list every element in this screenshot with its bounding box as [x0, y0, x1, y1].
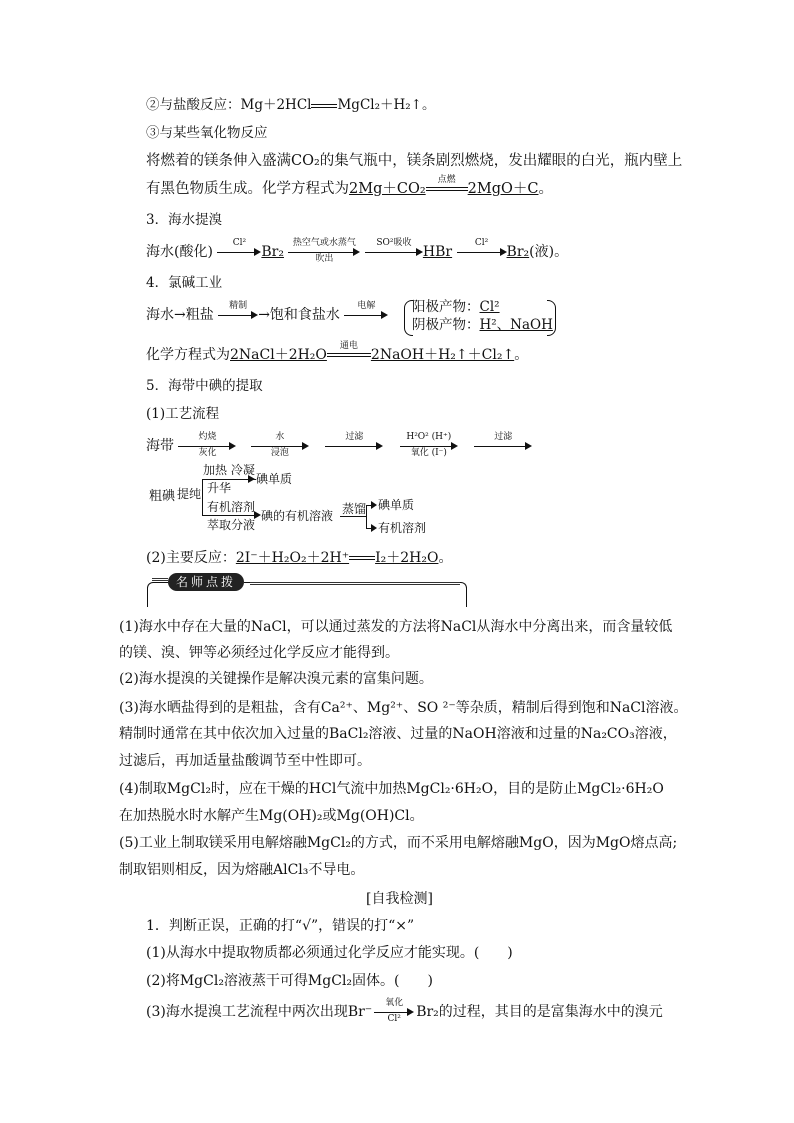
main-reaction-right: I₂＋2H₂O: [375, 550, 439, 566]
bromine-start: 海水(酸化): [146, 244, 213, 260]
chlor-alkali-flow: [146, 301, 388, 325]
eq-prefix: 有黑色物质生成。化学方程式为: [146, 181, 349, 197]
oxide-reaction-heading: ③与某些氧化物反应: [146, 125, 268, 141]
condition-electrify: 通电: [327, 345, 371, 365]
question-1: 1．判断正误，正确的打“√”，错误的打“×”: [146, 918, 415, 934]
arrow-filter-second: 过滤: [474, 436, 532, 456]
main-reaction-prefix: (2)主要反应：: [146, 550, 236, 566]
iodine-flow: [146, 432, 532, 458]
chlor-eq-right: 2NaOH＋H₂↑＋Cl₂↑: [370, 347, 515, 363]
cathode-label: 阴极产物：: [412, 317, 480, 333]
iodine-start: 海带: [146, 438, 174, 454]
note-line-5: 精制时通常在其中依次加入过量的BaCl₂溶液、过量的NaOH溶液和过量的Na₂CO₃溶液，: [119, 726, 677, 742]
note-line-6: 过滤后，再加适量盐酸调节至中性即可。: [119, 753, 371, 769]
tip-title: 名师点拨: [168, 573, 244, 591]
tip-deco-left: [152, 578, 168, 581]
arrow-soak: 水 浸泡: [251, 436, 309, 456]
q13-suffix: Br₂的过程，其目的是富集海水中的溴元: [416, 1004, 663, 1020]
self-check-title: [自我检测]: [366, 891, 433, 907]
mg-hcl-products: MgCl₂＋H₂↑。: [337, 97, 436, 113]
arrow-cl2-second: Cl²: [457, 242, 507, 262]
tree-branch-line: [202, 479, 203, 515]
q13-prefix: (3)海水提溴工艺流程中两次出现Br⁻: [146, 1004, 373, 1020]
note-line-3: (2)海水提溴的关键操作是解决溴元素的富集问题。: [119, 671, 433, 687]
bromine-flow: [146, 238, 569, 264]
question-1-2: (2)将MgCl₂溶液蒸干可得MgCl₂固体。( ): [146, 973, 433, 989]
tree-lower-arrowhead: [254, 511, 261, 519]
tree-res1: 碘单质: [378, 498, 415, 512]
chlor-alkali-equation: [146, 341, 529, 365]
bromine-br2: Br₂: [261, 244, 284, 260]
anode-products: [412, 298, 500, 316]
note-line-10: 制取铝则相反，因为熔融AlCl₃不导电。: [119, 862, 365, 878]
tree-lower-top: 有机溶剂: [207, 500, 256, 514]
tip-deco-right: [250, 582, 460, 585]
tree-distill-line: [340, 516, 366, 517]
tree-upper-top: 加热 冷凝: [203, 463, 255, 477]
note-line-2: 的镁、溴、钾等必须经过化学反应才能得到。: [119, 645, 399, 661]
tree-lower-bot: 萃取分液: [207, 518, 256, 532]
bromine-hbr: HBr: [422, 244, 453, 260]
cathode-value: H²、NaOH: [479, 317, 553, 333]
tree-purify: 提纯: [177, 487, 202, 501]
note-line-9: (5)工业上制取镁采用电解熔融MgCl₂的方式，而不采用电解熔融MgO，因为MgO熔点高;: [119, 835, 678, 851]
tree-distill: 蒸馏: [342, 502, 367, 516]
tree-root: 粗碘: [149, 489, 176, 504]
arrow-oxidize: H²O² (H⁺) 氧化 (I⁻): [400, 436, 458, 456]
question-1-1: (1)从海水中提取物质都必须通过化学反应才能实现。( ): [146, 945, 513, 961]
tree-lower-mid: 碘的有机溶液: [261, 509, 334, 523]
arrow-blow-out: 热空气或水蒸气 吹出: [288, 242, 360, 262]
equals-sign: [311, 96, 337, 116]
eq-end: 。: [538, 181, 553, 197]
condition-ignite: 点燃: [426, 179, 468, 199]
mg-co2-equation: [146, 175, 553, 199]
arrow-so2-absorb: SO²吸收: [365, 242, 423, 262]
chlor-eq-end: 。: [514, 347, 529, 363]
note-line-4: (3)海水晒盐得到的是粗盐，含有Ca²⁺、Mg²⁺、SO ²⁻等杂质，精制后得到饱和NaCl溶液。: [119, 700, 688, 716]
cathode-products: [412, 316, 553, 334]
tree-upper-bot: 升华: [207, 481, 232, 495]
anode-label: 阳极产物：: [412, 299, 480, 315]
main-reaction-equals: [349, 548, 375, 568]
eq-left: 2Mg＋CO₂: [349, 181, 426, 197]
note-line-1: (1)海水中存在大量的NaCl，可以通过蒸发的方法将NaCl从海水中分离出来，而含量较低: [119, 619, 673, 635]
tree-lower-line: [202, 515, 256, 516]
mg-hcl-reaction: [146, 95, 436, 116]
arrow-burn: 灼烧 灰化: [178, 436, 236, 456]
arrow-cl2: Cl²: [217, 242, 261, 262]
mg-co2-description: 将燃着的镁条伸入盛满CO₂的集气瓶中，镁条剧烈燃烧，发出耀眼的白光，瓶内壁上: [146, 153, 683, 169]
tree-upper-arrowhead: [248, 475, 255, 483]
note-line-7: (4)制取MgCl₂时，应在干燥的HCl气流中加热MgCl₂·6H₂O，目的是防止MgCl₂·6H₂O: [119, 781, 664, 797]
question-1-3: [146, 998, 663, 1024]
note-line-8: 在加热脱水时水解产生Mg(OH)₂或Mg(OH)Cl。: [119, 808, 424, 824]
arrow-electrolysis: 电解: [344, 305, 388, 325]
main-reaction-end: 。: [438, 550, 453, 566]
main-reaction: [146, 548, 452, 568]
section-4-title: 4．氯碱工业: [146, 275, 223, 291]
eq-right: 2MgO＋C: [467, 181, 539, 197]
tree-distill-branch: [366, 505, 367, 528]
arrow-filter: 过滤: [325, 436, 383, 456]
tree-upper-result: 碘单质: [256, 472, 293, 486]
bromine-end: (液)。: [529, 244, 569, 260]
tree-res2-arrowhead: [371, 524, 377, 532]
tree-res1-arrowhead: [371, 501, 377, 509]
tree-res2: 有机溶剂: [378, 521, 427, 535]
chlor-eq-prefix: 化学方程式为: [146, 347, 230, 363]
section-5-title: 5．海带中碘的提取: [146, 378, 263, 394]
chlor-brine: →饱和食盐水: [258, 307, 340, 323]
process-flow-title: (1)工艺流程: [146, 406, 220, 422]
chlor-eq-left: 2NaCl＋2H₂O: [230, 347, 327, 363]
mg-hcl-text: ②与盐酸反应：Mg＋2HCl: [146, 97, 312, 113]
arrow-refine: 精制: [218, 305, 258, 325]
anode-value: Cl²: [479, 299, 500, 315]
main-reaction-left: 2I⁻＋H₂O₂＋2H⁺: [235, 550, 350, 566]
arrow-oxidize-cl2: 氧化 Cl²: [374, 1002, 414, 1022]
section-3-title: 3．海水提溴: [146, 212, 223, 228]
bromine-br2-liquid: Br₂: [506, 244, 530, 260]
chlor-start: 海水→粗盐: [146, 307, 214, 323]
